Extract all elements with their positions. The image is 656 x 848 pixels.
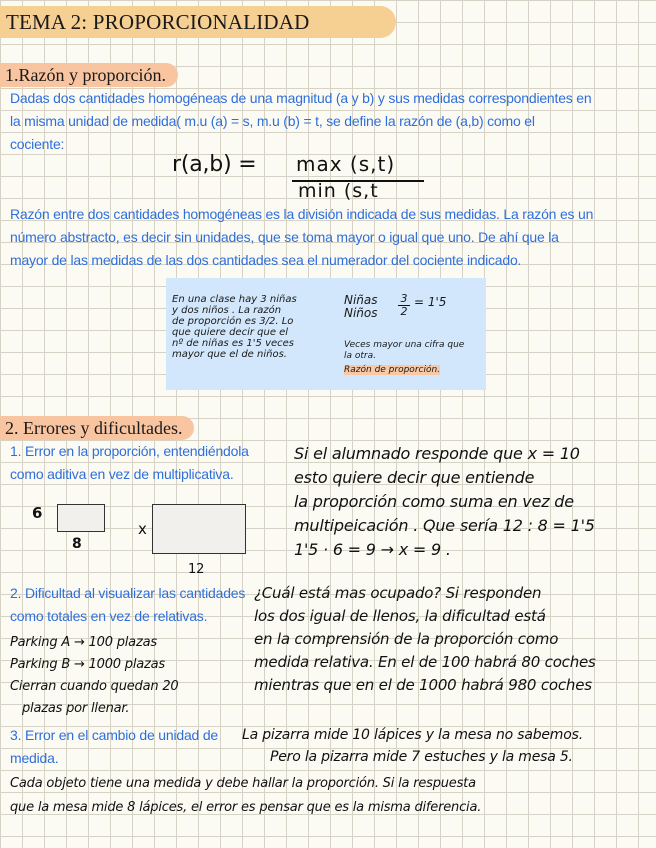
hand-line: que la mesa mide 8 lápices, el error es pensar que es la misma diferencia.: [10, 800, 482, 815]
hand-line: los dos igual de llenos, la dificultad está: [254, 607, 546, 625]
frac-numerator: 3: [398, 293, 410, 306]
page-title: TEMA 2: PROPORCIONALIDAD: [0, 6, 396, 38]
error-3-conclusion: [10, 772, 654, 820]
error-2-description: [10, 582, 290, 628]
formula-numerator: max (s,t): [296, 152, 396, 176]
note-line: Veces mayor una cifra que: [344, 340, 465, 350]
text-line: Razón entre dos cantidades homogéneas es la división indicada de sus medidas. La razón es un: [10, 206, 594, 222]
note-line: la otra.: [344, 351, 376, 361]
text-line: que quiere decir que el: [172, 327, 289, 338]
hand-line: 1'5 · 6 = 9 → x = 9 .: [294, 540, 451, 559]
ratio-result: = 1'5: [414, 295, 447, 309]
hand-line: en la comprensión de la proporción como: [254, 630, 559, 648]
hand-line: plazas por llenar.: [22, 701, 130, 716]
section-1-heading: 1.Razón y proporción.: [0, 63, 178, 87]
error-1-explanation: [294, 442, 654, 562]
note-highlight: Razón de proporción.: [344, 365, 441, 375]
text-line: número abstracto, es decir sin unidades, que se toma mayor o igual que uno. De ahí que la: [10, 229, 559, 245]
hand-line: multipeicación . Que sería 12 : 8 = 1'5: [294, 516, 595, 535]
small-rect-side-label: 6: [32, 504, 43, 522]
small-rectangle: [57, 504, 105, 532]
large-rectangle: [152, 504, 246, 554]
small-rect-bottom-label: 8: [72, 536, 82, 552]
text-line: y dos niños . La razón: [172, 305, 282, 316]
hand-line: Parking A → 100 plazas: [10, 635, 157, 650]
section-1-definition: [10, 203, 650, 272]
large-rect-bottom-label: 12: [188, 562, 205, 577]
text-line: 3. Error en el cambio de unidad de: [10, 727, 218, 743]
ratio-boys: Niños: [344, 306, 378, 320]
error-2-explanation: [254, 582, 654, 697]
example-text: [172, 294, 332, 360]
example-notes: [344, 340, 464, 376]
text-line: medida.: [10, 750, 59, 766]
text-line: como aditiva en vez de multiplicativa.: [10, 466, 234, 482]
hand-line: Cada objeto tiene una medida y debe hallar la proporción. Si la respuesta: [10, 776, 476, 791]
hand-line: esto quiere decir que entiende: [294, 468, 535, 487]
text-line: mayor de las medidas de las dos cantidades sea el numerador del cociente indicado.: [10, 252, 522, 268]
hand-line: Cierran cuando quedan 20: [10, 679, 179, 694]
error-3-explanation-2: Pero la pizarra mide 7 estuches y la mesa 5.: [270, 749, 573, 765]
ratio-fraction: [398, 293, 410, 318]
text-line: la misma unidad de medida( m.u (a) = s, m.u (b) = t, se define la razón de (a,b) como el: [10, 113, 535, 129]
hand-line: medida relativa. En el de 100 habrá 80 coches: [254, 653, 596, 671]
section-2-heading: 2. Errores y dificultades.: [0, 416, 194, 440]
formula-denominator: min (s,t: [298, 180, 379, 202]
parking-example: [10, 632, 250, 720]
section-1-intro: [10, 87, 650, 156]
error-1-description: [10, 440, 290, 486]
text-line: cociente:: [10, 136, 65, 152]
example-box: [166, 278, 486, 390]
text-line: nº de niñas es 1'5 veces: [172, 338, 295, 349]
hand-line: Si el alumnado responde que x = 10: [294, 444, 580, 463]
hand-line: ¿Cuál está mas ocupado? Si responden: [254, 584, 542, 602]
text-line: 1. Error en la proporción, entendiéndola: [10, 443, 249, 459]
text-line: 2. Dificultad al visualizar las cantidades: [10, 585, 246, 601]
text-line: de proporción es 3/2. Lo: [172, 316, 294, 327]
error-3-explanation-1: La pizarra mide 10 lápices y la mesa no sabemos.: [242, 727, 583, 743]
frac-denominator: 2: [400, 305, 408, 318]
hand-line: la proporción como suma en vez de: [294, 492, 574, 511]
ratio-labels: [344, 294, 378, 320]
text-line: mayor que el de niños.: [172, 349, 287, 360]
formula-lhs: r(a,b) =: [172, 152, 257, 177]
large-rect-side-label: x: [138, 520, 147, 538]
error-3-description: [10, 724, 250, 770]
ratio-girls: Niñas: [344, 293, 378, 307]
hand-line: Parking B → 1000 plazas: [10, 657, 165, 672]
text-line: Dadas dos cantidades homogéneas de una magnitud (a y b) y sus medidas correspondientes en: [10, 90, 592, 106]
text-line: En una clase hay 3 niñas: [172, 294, 297, 305]
text-line: como totales en vez de relativas.: [10, 608, 208, 624]
hand-line: mientras que en el de 1000 habrá 980 coches: [254, 676, 592, 694]
